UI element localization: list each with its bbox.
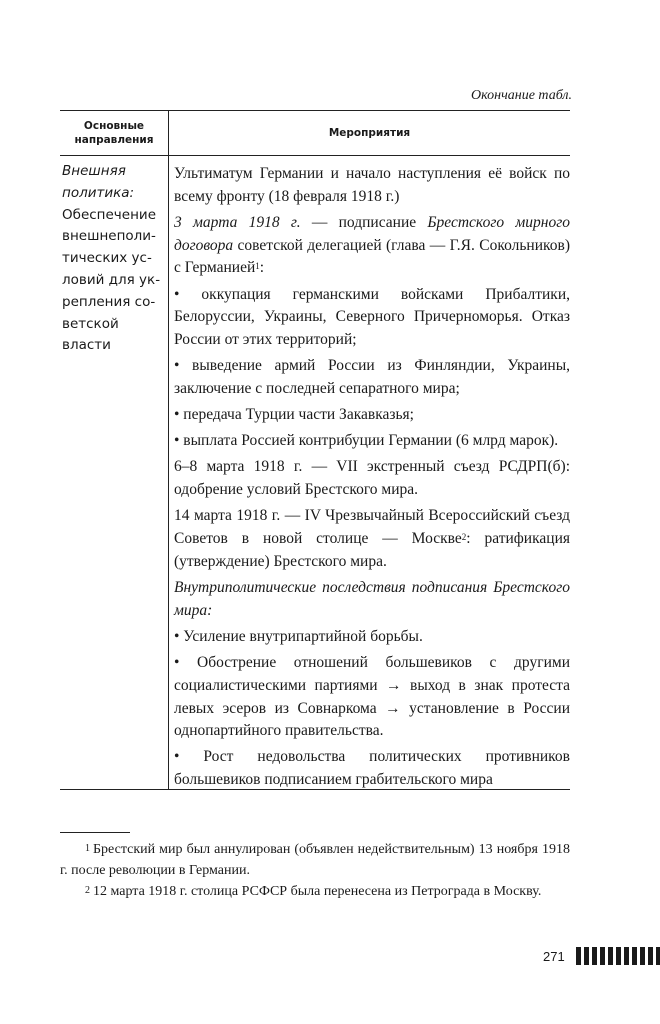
- footnote-1: [60, 840, 570, 881]
- footnote-ref: 1: [255, 261, 260, 272]
- events-table: [60, 110, 570, 790]
- header-directions: [60, 111, 168, 155]
- measures-cell: [174, 163, 570, 795]
- footnote-number: 1: [85, 843, 90, 854]
- consequence-item: • Рост недовольства политических противников большевиков подписанием грабительского мира: [174, 748, 570, 789]
- consequences-heading: Внутриполитические последствия подписания Брестского мира:: [174, 578, 570, 619]
- treaty-term: • оккупация германскими войсками Прибалтики, Белоруссии, Украины, Северного Причерноморья. Отказ России от этих территорий;: [174, 285, 570, 349]
- treaty-paragraph: [174, 212, 570, 280]
- header-directions-line: направления: [74, 134, 154, 146]
- direction-text-line: тических ус-: [62, 250, 152, 267]
- header-divider: [60, 155, 570, 156]
- page-number: 271: [543, 949, 565, 964]
- direction-text-line: ловий для ук-: [62, 271, 161, 288]
- footnote-text: Брестский мир был аннулирован (объявлен недействительным) 13 ноября 1918 г. после революции в Германии.: [60, 842, 570, 878]
- header-measures: Мероприятия: [328, 127, 411, 139]
- direction-text-line: Обеспечение: [62, 206, 156, 223]
- direction-text-line: репления со-: [62, 293, 156, 310]
- ratification-text: 14 марта 1918 г. — IV Чрезвычайный Всероссийский съезд Советов в новой столице — Москве: [174, 507, 570, 548]
- consequence-item: • Усиление внутрипартийной борьбы.: [174, 627, 423, 645]
- treaty-name: Брестского мирного договора: [174, 213, 571, 254]
- consequence-item: • Обострение отношений большевиков с другими социалистическими партиями → выход в знак протеста левых эсеров из Совнаркома → установление в России однопартийного правительства.: [174, 653, 570, 740]
- ratification-paragraph: [174, 505, 570, 573]
- footnote-2: [60, 882, 570, 903]
- ultimatum-paragraph: Ультиматум Германии и начало наступления её войск по всему фронту (18 февраля 1918 г.): [174, 165, 570, 205]
- direction-category: Внешняя: [62, 163, 126, 179]
- footnote-text: 12 марта 1918 г. столица РСФСР была перенесена из Петрограда в Москву.: [93, 884, 542, 899]
- direction-text-line: ветской: [62, 315, 119, 332]
- treaty-date: 3 марта 1918 г.: [174, 213, 301, 231]
- treaty-term: • выплата Россией контрибуции Германии (6 млрд марок).: [174, 432, 559, 450]
- treaty-text: :: [259, 259, 265, 277]
- treaty-term: • выведение армий России из Финляндии, Украины, заключение с последней сепаратного мира;: [174, 357, 570, 398]
- page-edge-marker: [576, 947, 660, 965]
- table-continuation-label: Окончание табл.: [471, 88, 572, 103]
- column-divider: [168, 111, 169, 789]
- ratification-text: : ратификация (утверждение) Брестского мира.: [174, 530, 570, 570]
- direction-text-line: власти: [62, 337, 111, 354]
- direction-text-line: внешнеполи-: [62, 228, 156, 245]
- header-directions-line: Основные: [83, 120, 145, 132]
- direction-cell: [62, 161, 164, 357]
- congress-paragraph: 6–8 марта 1918 г. — VII экстренный съезд РСДРП(б): одобрение условий Брестского мира.: [174, 458, 570, 499]
- footnote-ref: 2: [461, 532, 467, 543]
- direction-category: политика:: [62, 184, 135, 201]
- treaty-term: • передача Турции части Закавказья;: [174, 406, 414, 424]
- footnote-number: 2: [85, 885, 90, 896]
- footnote-rule: [60, 832, 130, 833]
- treaty-text: — подписание: [300, 213, 428, 231]
- treaty-text: советской делегацией (глава — Г.Я. Сокольников) с Германией: [174, 236, 570, 277]
